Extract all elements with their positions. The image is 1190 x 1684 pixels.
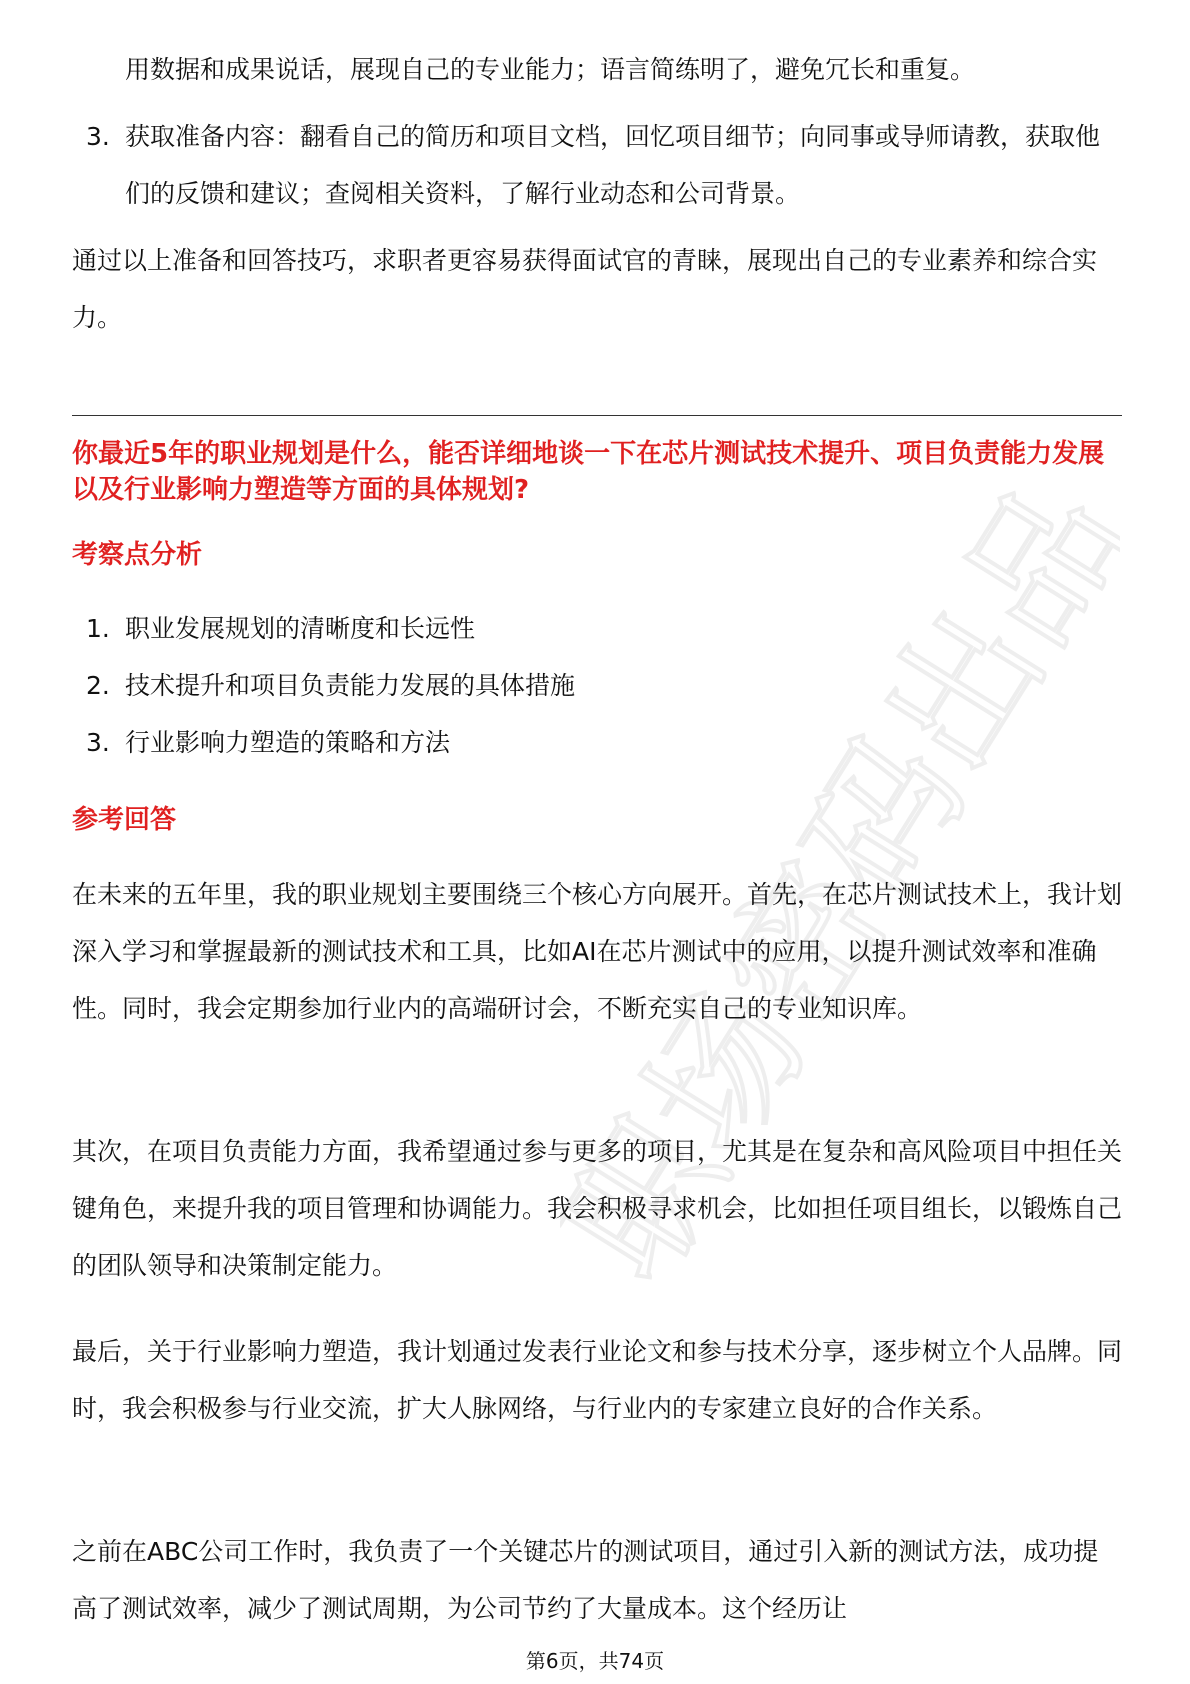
answer-heading: 参考回答	[72, 805, 177, 835]
analysis-heading: 考察点分析	[72, 540, 203, 570]
list-number: 2.	[86, 671, 110, 700]
list-item	[72, 600, 1122, 657]
page-footer: 第6页，共74页	[525, 1649, 665, 1673]
list-item	[72, 714, 1122, 771]
list-item	[72, 657, 1122, 714]
continued-list-text: 用数据和成果说话，展现自己的专业能力；语言简练明了，避免冗长和重复。	[125, 55, 976, 84]
answer-paragraph: 在未来的五年里，我的职业规划主要围绕三个核心方向展开。首先，在芯片测试技术上，我计划深入学习和掌握最新的测试技术和工具，比如AI在芯片测试中的应用，以提升测试效率和准确性。同时，我会定期参加行业内的高端研讨会，不断充实自己的专业知识库。	[72, 880, 1123, 1023]
list-item-text: 技术提升和项目负责能力发展的具体措施	[125, 671, 576, 700]
answer-paragraph: 最后，关于行业影响力塑造，我计划通过发表行业论文和参与技术分享，逐步树立个人品牌。同时，我会积极参与行业交流，扩大人脉网络，与行业内的专家建立良好的合作关系。	[72, 1337, 1123, 1423]
list-item-text: 职业发展规划的清晰度和长远性	[125, 614, 476, 643]
list-item	[72, 108, 1122, 222]
summary-paragraph: 通过以上准备和回答技巧，求职者更容易获得面试官的青睐，展现出自己的专业素养和综合实力。	[72, 246, 1098, 332]
answer-paragraph: 其次，在项目负责能力方面，我希望通过参与更多的项目，尤其是在复杂和高风险项目中担任关键角色，来提升我的项目管理和协调能力。我会积极寻求机会，比如担任项目组长，以锻炼自己的团队领导和决策制定能力。	[72, 1137, 1123, 1280]
answer-paragraph: 之前在ABC公司工作时，我负责了一个关键芯片的测试项目，通过引入新的测试方法，成功提高了测试效率，减少了测试周期，为公司节约了大量成本。这个经历让	[72, 1537, 1099, 1623]
list-number: 1.	[86, 614, 110, 643]
list-item-text: 获取准备内容：翻看自己的简历和项目文档，回忆项目细节；向同事或导师请教，获取他们的反馈和建议；查阅相关资料，了解行业动态和公司背景。	[125, 122, 1101, 208]
preparation-list	[72, 108, 1122, 222]
interview-question: 你最近5年的职业规划是什么，能否详细地谈一下在芯片测试技术提升、项目负责能力发展以及行业影响力塑造等方面的具体规划?	[72, 439, 1105, 505]
analysis-list	[72, 600, 1122, 771]
list-number: 3.	[86, 122, 110, 151]
section-divider	[72, 415, 1122, 416]
list-item-text: 行业影响力塑造的策略和方法	[125, 728, 451, 757]
watermark-text: 职场密码出品	[560, 460, 1120, 1310]
list-number: 3.	[86, 728, 110, 757]
